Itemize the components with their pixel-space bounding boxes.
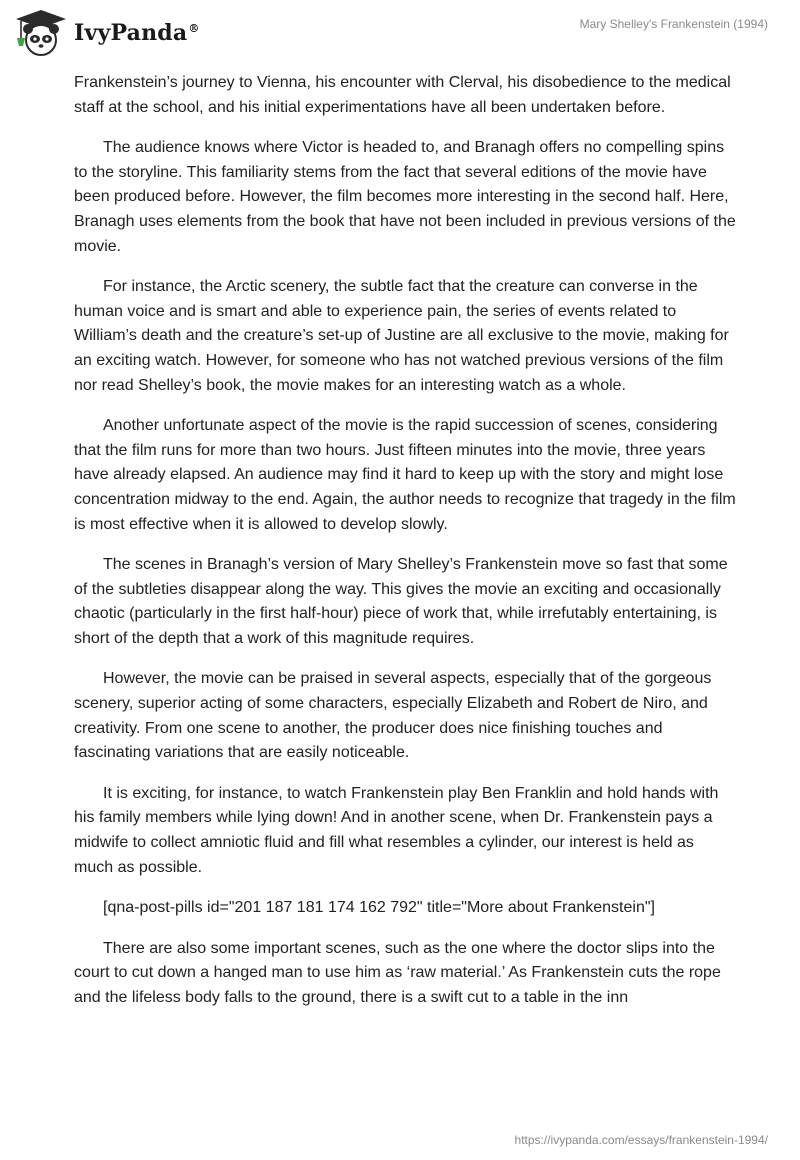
page-header <box>0 0 800 70</box>
paragraph: The scenes in Branagh’s version of Mary Shelley’s Frankenstein move so fast that some of the subtleties disappear along the way. This gives the movie an exciting and occasionally chaotic (particularly in the first half-hour) piece of work that, while irrefutably entertaining, is short of the depth that a work of this magnitude requires. <box>74 556 728 647</box>
shortcode-placeholder: [qna-post-pills id="201 187 181 174 162 792" title="More about Frankenstein"] <box>103 899 655 917</box>
paragraph: Frankenstein’s journey to Vienna, his encounter with Clerval, his disobedience to the medical staff at the school, and his initial experimentations have all been undertaken before. <box>74 74 731 116</box>
brand-name: IvyPanda® <box>74 20 200 46</box>
panda-graduate-icon <box>12 8 70 58</box>
essay-body <box>74 71 736 1027</box>
source-url[interactable]: https://ivypanda.com/essays/frankenstein-1994/ <box>514 1133 768 1147</box>
paragraph: However, the movie can be praised in several aspects, especially that of the gorgeous scenery, superior acting of some characters, especially Elizabeth and Robert de Niro, and creativity. From one scene to another, the producer does nice finishing touches and fascinating variations that are easily noticeable. <box>74 670 712 762</box>
paragraph: For instance, the Arctic scenery, the subtle fact that the creature can converse in the human voice and is smart and able to experience pain, the series of events related to William’s death and the creature’s set-up of Justine are all exclusive to the movie, making for an exciting watch. However, for someone who has not watched previous versions of the film nor read Shelley’s book, the movie makes for an interesting watch as a whole. <box>74 278 729 394</box>
paragraph: The audience knows where Victor is headed to, and Branagh offers no compelling spins to the storyline. This familiarity stems from the fact that several editions of the movie have been produced before. However, the film becomes more interesting in the second half. Here, Branagh uses elements from the book that have not been included in previous versions of the movie. <box>74 139 736 255</box>
document-title: Mary Shelley's Frankenstein (1994) <box>579 17 768 31</box>
paragraph: It is exciting, for instance, to watch Frankenstein play Ben Franklin and hold hands with his family members while lying down! And in another scene, when Dr. Frankenstein pays a midwife to collect amniotic fluid and fill what resembles a cylinder, our interest is held as much as possible. <box>74 784 719 876</box>
paragraph: Another unfortunate aspect of the movie is the rapid succession of scenes, considering that the film runs for more than two hours. Just fifteen minutes into the movie, three years have already elapsed. An audience may find it hard to keep up with the story and might lose concentration midway to the end. Again, the author needs to recognize that tragedy in the film is most effective when it is allowed to develop slowly. <box>74 417 736 533</box>
paragraph: There are also some important scenes, such as the one where the doctor slips into the court to cut down a hanged man to use him as ‘raw material.’ As Frankenstein cuts the rope and the lifeless body falls to the ground, there is a swift cut to a table in the inn <box>74 939 721 1006</box>
ivypanda-logo[interactable] <box>12 8 200 58</box>
